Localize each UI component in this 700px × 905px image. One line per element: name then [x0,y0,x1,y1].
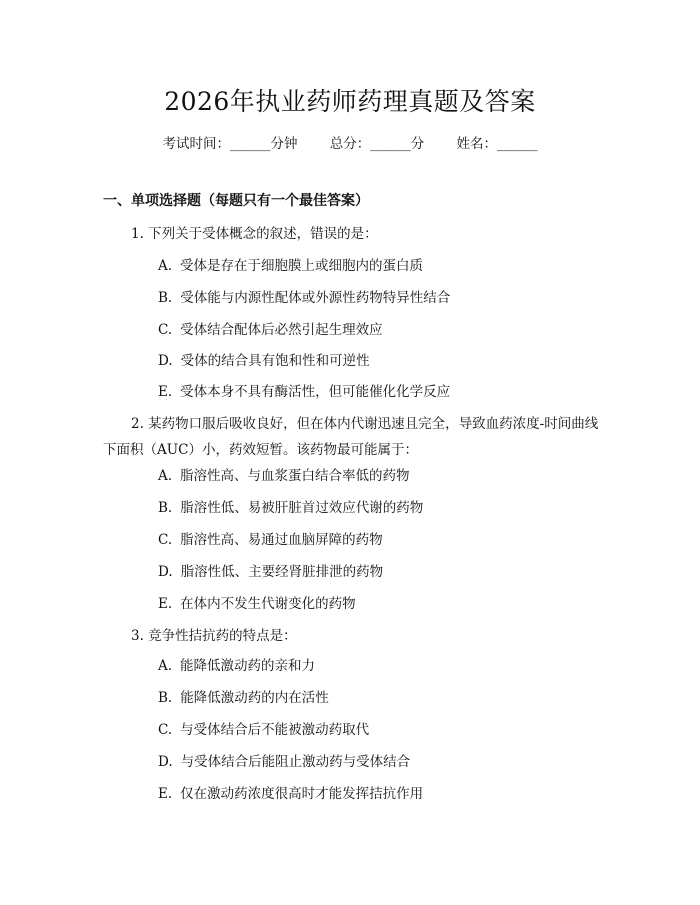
option-letter: A. [158,468,173,484]
option-letter: A. [158,258,173,274]
option-item [158,382,450,402]
option-item [158,320,383,340]
option-item [158,688,329,708]
option-item [158,752,410,772]
option-item [158,351,370,371]
option-text: 受体能与内源性配体或外源性药物特异性结合 [180,290,451,306]
total-score-field: 总分：______分 [329,136,425,152]
option-text: 与受体结合后能阻止激动药与受体结合 [180,754,411,770]
option-text: 在体内不发生代谢变化的药物 [180,596,356,612]
option-letter: D. [158,353,173,369]
option-letter: A. [158,658,173,674]
option-letter: B. [158,690,173,706]
option-letter: E. [158,384,173,400]
option-text: 脂溶性高、与血浆蛋白结合率低的药物 [180,468,410,484]
section-heading: 一、单项选择题（每题只有一个最佳答案） [103,193,369,209]
option-item [158,720,369,740]
option-text: 能降低激动药的内在活性 [180,690,329,706]
option-item [158,656,315,676]
option-letter: C. [158,322,173,338]
option-item [158,784,423,804]
option-letter: D. [158,754,173,770]
question-stem: 3. 竞争性拮抗药的特点是： [131,628,297,644]
option-text: 与受体结合后不能被激动药取代 [180,722,370,738]
option-letter: E. [158,786,173,802]
option-item [158,288,450,308]
option-item [158,594,356,614]
option-letter: C. [158,722,173,738]
option-letter: B. [158,290,173,306]
option-letter: E. [158,596,173,612]
option-item [158,498,423,518]
exam-info-line [0,132,700,152]
option-item [158,466,410,486]
option-letter: C. [158,532,173,548]
option-text: 受体的结合具有饱和性和可逆性 [180,353,370,369]
option-text: 脂溶性低、主要经肾脏排泄的药物 [180,564,384,580]
option-text: 受体是存在于细胞膜上或细胞内的蛋白质 [180,258,424,274]
option-item [158,562,383,582]
option-text: 受体结合配体后必然引起生理效应 [180,322,383,338]
option-text: 脂溶性低、易被肝脏首过效应代谢的药物 [180,500,424,516]
option-item [158,530,383,550]
document-title: 2026年执业药师药理真题及答案 [164,87,536,116]
option-text: 仅在激动药浓度很高时才能发挥拮抗作用 [180,786,424,802]
option-text: 受体本身不具有酶活性，但可能催化化学反应 [180,384,451,400]
option-item [158,256,423,276]
question-stem: 1. 下列关于受体概念的叙述，错误的是： [131,226,378,242]
option-letter: D. [158,564,173,580]
question-stem: 2. 某药物口服后吸收良好，但在体内代谢迅速且完全，导致血药浓度-时间曲线下面积（AUC）小，药效短暂。该药物最可能属于： [103,416,599,458]
name-field: 姓名：______ [456,136,538,152]
option-text: 能降低激动药的亲和力 [180,658,316,674]
exam-time-field: 考试时间：______分钟 [162,136,298,152]
option-letter: B. [158,500,173,516]
option-text: 脂溶性高、易通过血脑屏障的药物 [180,532,383,548]
